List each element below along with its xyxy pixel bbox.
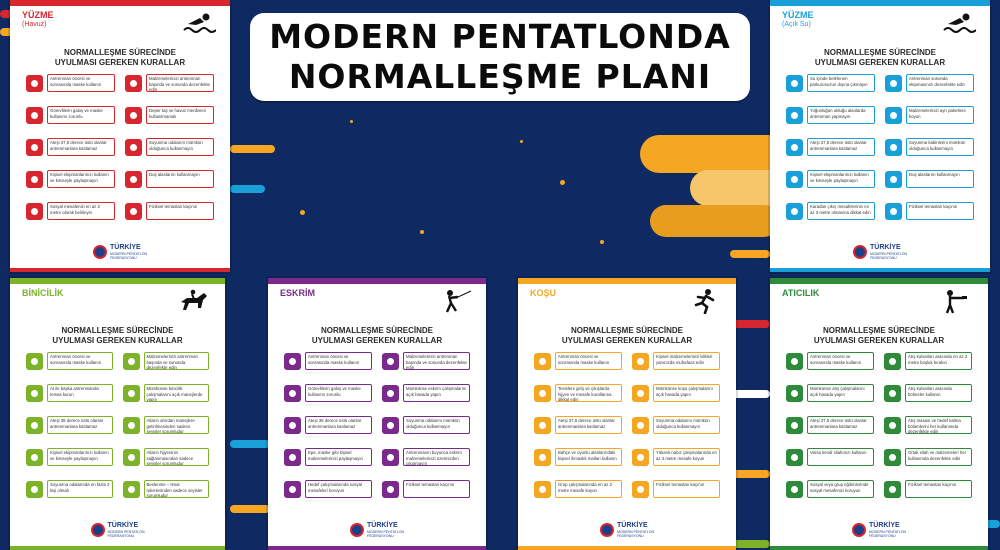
rule-text: Fiziksel temastan kaçının — [653, 480, 720, 498]
federation-emblem-icon — [600, 523, 614, 537]
rule-item — [382, 414, 470, 436]
rule-item — [26, 446, 113, 468]
rule-item — [26, 382, 113, 404]
federation-logo — [852, 522, 906, 538]
rule-icon — [884, 353, 901, 370]
poster-top-bar — [518, 278, 736, 284]
rule-icon — [284, 449, 301, 466]
rule-icon — [382, 449, 399, 466]
poster-heading-line-2: UYULMASI GEREKEN KURALLAR — [52, 336, 183, 345]
rule-text: Hedef çalışmalarında sosyal mesafeleri koruyun — [305, 480, 372, 498]
rule-icon — [884, 449, 901, 466]
rule-text: Ateşi 37,8 derece üstü olanlar antrenmanlara katılamaz — [47, 138, 115, 156]
decor-blob — [650, 205, 780, 237]
rule-text: Grup çalışmalarında en az 2 metre mesafe koyun — [555, 480, 622, 498]
rule-item — [125, 104, 214, 126]
rule-item — [885, 136, 974, 158]
rule-item — [26, 350, 113, 372]
rule-text: Duş alanlarını kullanmayın — [146, 170, 214, 188]
rule-item — [26, 200, 115, 222]
rule-icon — [786, 353, 803, 370]
rule-text: Varsa kendi silahınızı kullanın — [807, 448, 874, 466]
rule-text: Antrenman öncesi ve sonrasında maske kullanın — [305, 352, 372, 370]
rule-text: Beslenme – timar işlemlerinden sadece seyisler sorumludur — [144, 480, 210, 498]
rule-item — [786, 478, 874, 500]
rule-item — [786, 104, 875, 126]
rule-item — [786, 200, 875, 222]
runner-icon — [688, 288, 722, 314]
rule-text: Yoğunluğun olduğu alanlarda antrenman yapmayın — [807, 106, 875, 124]
rule-item — [884, 414, 972, 436]
decor-stripe — [730, 390, 770, 398]
rule-text: Su içinde belirlenen parkurunuzun dışına çıkmayın — [807, 74, 875, 92]
rule-text: Soyunma odalarını mümkün olduğunca kullanmayın — [403, 416, 470, 434]
rule-icon — [125, 171, 142, 188]
rule-icon — [786, 417, 803, 434]
poster-pool — [10, 0, 230, 272]
rule-icon — [26, 75, 43, 92]
poster-heading-line-2: UYULMASI GEREKEN KURALLAR — [561, 336, 693, 345]
rule-icon — [786, 171, 803, 188]
rule-text: Atların ahırdan manejlere getirilmesinden sadece seyisler sorumludur — [144, 416, 210, 434]
rule-icon — [26, 139, 43, 156]
poster-sport-title: ATICILIK — [782, 288, 820, 298]
rule-item — [26, 168, 115, 190]
rule-item — [284, 350, 372, 372]
rule-item — [26, 136, 115, 158]
decor-dot — [350, 120, 353, 123]
rule-icon — [534, 417, 551, 434]
rule-text: Antrenman öncesi ve sonrasında maske kullanın — [47, 74, 115, 92]
rule-item — [632, 414, 720, 436]
poster-bottom-bar — [770, 268, 990, 272]
rule-item — [884, 446, 972, 468]
rule-item — [123, 350, 210, 372]
logo-line-3: FEDERASYONU — [107, 534, 135, 538]
rule-item — [884, 382, 972, 404]
poster-top-bar — [268, 278, 486, 284]
rule-text: Kişisel ekipmanlarınızı kullanın ve kimseyle paylaşmayın — [47, 170, 115, 188]
horse-rider-icon — [177, 288, 211, 314]
rule-text: Kişisel malzemelerinizi kilitleri yanınızda muhafaza edin — [653, 352, 720, 370]
poster-bottom-bar — [770, 546, 988, 550]
poster-heading-line-2: UYULMASI GEREKEN KURALLAR — [814, 58, 946, 67]
decor-stripe — [230, 185, 265, 193]
logo-line-3: FEDERASYONU — [616, 534, 644, 538]
rule-icon — [786, 449, 803, 466]
rule-text: Mümkünse binicilik çalışmalarını açık manejlerde yapın — [144, 384, 210, 402]
rule-item — [632, 350, 720, 372]
rule-icon — [786, 385, 803, 402]
poster-run — [518, 278, 736, 550]
poster-sport-title: BİNİCİLİK — [22, 288, 64, 298]
rule-item — [885, 200, 974, 222]
poster-sport-title: YÜZME — [782, 10, 814, 20]
poster-sport-subtitle: (Havuz) — [22, 21, 47, 28]
rule-icon — [884, 417, 901, 434]
logo-line-2: MODERN PENTATLON — [616, 530, 655, 534]
rule-text: Antrenman öncesi ve sonrasında maske kullanın — [807, 352, 874, 370]
rule-text: Deper taş ve havuz merdiveni kullanılmamalı — [146, 106, 214, 124]
rule-text: Ateşi 37,8 derece üstü olanlar antrenmanlara katılamaz — [807, 416, 874, 434]
rule-icon — [534, 449, 551, 466]
rule-icon — [632, 417, 649, 434]
rule-item — [26, 72, 115, 94]
rule-icon — [284, 417, 301, 434]
rule-text: At ile başka antrenmanda temas kurun — [47, 384, 113, 402]
federation-logo — [350, 522, 404, 538]
federation-emblem-icon — [853, 245, 867, 259]
rule-icon — [885, 171, 902, 188]
rule-text: Bahçe ve oyunlu alanlarındaki kişisel ihmaslık malları kullanın — [555, 448, 622, 466]
rule-text: Sosyal mesafenizi en az 2 metre olarak belirleyin — [47, 202, 115, 220]
decor-stripe — [230, 505, 270, 513]
rule-text: Duş alanlarını kullanmayın — [906, 170, 974, 188]
rule-icon — [26, 107, 43, 124]
poster-bottom-bar — [10, 268, 230, 272]
rule-icon — [26, 449, 43, 466]
rule-icon — [125, 139, 142, 156]
rule-icon — [284, 353, 301, 370]
rule-item — [534, 350, 622, 372]
rule-item — [786, 72, 875, 94]
logo-line-3: FEDERASYONU — [868, 534, 896, 538]
rule-icon — [123, 481, 140, 498]
rule-text: Antrenman öncesi ve sonrasında maske kullanın — [47, 352, 113, 370]
poster-heading-line-2: UYULMASI GEREKEN KURALLAR — [813, 336, 945, 345]
poster-sport-title: KOŞU — [530, 288, 557, 298]
rule-text: Antrenman sonunda ekipmanınızı dezenfekte edin — [906, 74, 974, 92]
rule-text: Ateşi 38 derece üstü olanlar antrenmanlara katılamaz — [47, 416, 113, 434]
logo-line-3: FEDERASYONU — [109, 256, 137, 260]
rule-item — [786, 414, 874, 436]
rule-item — [284, 414, 372, 436]
title-box — [250, 13, 750, 101]
rule-item — [534, 478, 622, 500]
rule-text: Tesislere giriş ve çıkışlarda hijyen ve mesafe kurallarına dikkat edin — [555, 384, 622, 402]
rule-text: Ateşi 38 derece üstü olanlar antrenmanlara katılamaz — [305, 416, 372, 434]
poster-heading-line-2: UYULMASI GEREKEN KURALLAR — [54, 58, 186, 67]
rule-text: Ateşi 37,8 derece üstü olanlar antrenmanlara katılamaz — [555, 416, 622, 434]
logo-line-2: MODERN PENTATLON — [109, 252, 148, 256]
logo-line-1: TÜRKİYE — [868, 522, 900, 529]
poster-heading — [10, 48, 230, 68]
rule-icon — [786, 75, 803, 92]
rule-icon — [885, 203, 902, 220]
rule-icon — [284, 385, 301, 402]
logo-line-2: MODERN PENTATLON — [868, 530, 907, 534]
poster-heading — [770, 326, 988, 346]
rule-item — [123, 382, 210, 404]
rule-item — [123, 478, 210, 500]
title-line-2: NORMALLEŞME PLANI — [288, 57, 712, 96]
logo-line-2: MODERN PENTATLON — [366, 530, 405, 534]
poster-shoot — [770, 278, 988, 550]
swimmer-icon — [942, 10, 976, 36]
rule-icon — [123, 385, 140, 402]
federation-logo — [853, 244, 907, 260]
rule-item — [125, 168, 214, 190]
rule-text: Malzemelerinizi antrenman başında ve sonunda dezenfekte edin — [403, 352, 470, 370]
rule-item — [885, 104, 974, 126]
federation-logo — [600, 522, 654, 538]
rules-grid — [786, 72, 974, 222]
poster-heading — [10, 326, 225, 346]
poster-bottom-bar — [518, 546, 736, 550]
poster-heading-line-1: NORMALLEŞME SÜRECİNDE — [570, 326, 683, 335]
rule-icon — [123, 417, 140, 434]
rule-text: Mümkünse atış çalışmalarını açık havada yapın — [807, 384, 874, 402]
rule-text: Sosyal veya grup eğitimlerinde sosyal mesafenizi koruyun — [807, 480, 874, 498]
rule-item — [382, 382, 470, 404]
rule-icon — [26, 203, 43, 220]
logo-line-1: TÜRKİYE — [869, 244, 901, 251]
poster-bottom-bar — [10, 546, 225, 550]
rule-text: Görevlilerin galoş ve maske kullanımı zorunlu — [47, 106, 115, 124]
decor-dot — [420, 230, 424, 234]
rule-item — [885, 168, 974, 190]
federation-emblem-icon — [90, 523, 104, 537]
federation-logo — [90, 522, 144, 538]
rule-text: Atış masası ve hedef kalma bölümlerini her kullanımda dezenfekte edin — [905, 416, 972, 434]
rule-icon — [534, 385, 551, 402]
rule-text: Fiziksel temastan kaçının — [905, 480, 972, 498]
swimmer-icon — [182, 10, 216, 36]
rule-text: Soyunma odalarında en fazla 2 kişi olmalı — [47, 480, 113, 498]
rule-item — [786, 350, 874, 372]
rule-text: Malzemelerinizi ayrı paketlere koyun — [906, 106, 974, 124]
rule-item — [884, 350, 972, 372]
rule-item — [534, 414, 622, 436]
rule-item — [534, 446, 622, 468]
rule-icon — [786, 481, 803, 498]
rule-text: Görevlilerin galoş ve maske kullanımı zorunlu — [305, 384, 372, 402]
decor-stripe — [730, 470, 770, 478]
rule-icon — [26, 417, 43, 434]
rule-item — [382, 350, 470, 372]
rules-grid — [534, 350, 720, 500]
rule-item — [26, 414, 113, 436]
rule-icon — [632, 481, 649, 498]
rule-icon — [26, 171, 43, 188]
federation-logo — [93, 244, 147, 260]
rule-icon — [884, 385, 901, 402]
rule-item — [786, 382, 874, 404]
fencer-icon — [438, 288, 472, 314]
rule-text: Antrenmanın boyunca eskrim malzemelerinizi üzerinizden çıkarmayın — [403, 448, 470, 466]
rule-icon — [382, 481, 399, 498]
poster-heading-line-1: NORMALLEŞME SÜRECİNDE — [822, 326, 935, 335]
rule-item — [26, 478, 113, 500]
rule-text: Malzemelerinizi antrenman başında ve sonunda dezenfekte edin — [146, 74, 214, 92]
logo-line-1: TÜRKİYE — [107, 522, 139, 529]
federation-emblem-icon — [93, 245, 107, 259]
logo-line-3: FEDERASYONU — [366, 534, 394, 538]
rule-icon — [632, 449, 649, 466]
rule-item — [382, 446, 470, 468]
rule-icon — [632, 385, 649, 402]
rule-icon — [123, 449, 140, 466]
rule-item — [786, 168, 875, 190]
rule-icon — [885, 139, 902, 156]
decor-stripe — [230, 440, 270, 448]
rule-text: Fiziksel temastan kaçının — [906, 202, 974, 220]
rule-item — [284, 382, 372, 404]
rule-text: Karadan çıkış mesafelerinin en az 3 metre olmasına dikkat edin — [807, 202, 875, 220]
poster-bottom-bar — [268, 546, 486, 550]
rule-item — [786, 446, 874, 468]
rule-item — [632, 478, 720, 500]
rule-item — [884, 478, 972, 500]
rule-text: Mümkünse koşu çalışmalarını açık havada yapın — [653, 384, 720, 402]
poster-sport-title: YÜZME — [22, 10, 54, 20]
rule-icon — [284, 481, 301, 498]
rule-text: Atış kulvarları arasında en az 2 metre boşluk bırakın — [905, 352, 972, 370]
decor-dot — [600, 240, 604, 244]
decor-dot — [300, 210, 305, 215]
rule-item — [786, 136, 875, 158]
rule-text: Soyunma odalarını mümkün olduğunca kullanmayın — [653, 416, 720, 434]
poster-heading — [770, 48, 990, 68]
decor-stripe — [730, 540, 770, 548]
rule-icon — [26, 481, 43, 498]
rule-text: Fiziksel temastan kaçının — [146, 202, 214, 220]
rule-icon — [125, 203, 142, 220]
rule-icon — [382, 417, 399, 434]
poster-heading — [518, 326, 736, 346]
decor-stripe — [730, 250, 770, 258]
rule-item — [26, 104, 115, 126]
rule-item — [284, 478, 372, 500]
rule-text: Kişisel ekipmanlarınızı kullanın ve kimseyle paylaşmayın — [47, 448, 113, 466]
rule-icon — [885, 107, 902, 124]
poster-fence — [268, 278, 486, 550]
rule-text: Atış kulvarları arasında bölmeler kullanın — [905, 384, 972, 402]
poster-heading-line-2: UYULMASI GEREKEN KURALLAR — [311, 336, 443, 345]
rule-item — [632, 382, 720, 404]
rule-icon — [26, 353, 43, 370]
rule-item — [885, 72, 974, 94]
poster-open — [770, 0, 990, 272]
rule-icon — [885, 75, 902, 92]
rule-icon — [125, 75, 142, 92]
rules-grid — [26, 72, 214, 222]
rules-grid — [284, 350, 470, 500]
rules-grid — [786, 350, 972, 500]
rule-text: Fiziksel temastan kaçının — [403, 480, 470, 498]
logo-line-2: MODERN PENTATLON — [107, 530, 145, 534]
rule-icon — [382, 353, 399, 370]
rule-text: Soyunma odalarını mümkün olduğunca kullanmayın — [146, 138, 214, 156]
rule-icon — [123, 353, 140, 370]
title-line-1: MODERN PENTATLONDA — [269, 17, 731, 56]
rule-text: Kişisel ekipmanlarınızı kullanın ve kimseyle paylaşmayın — [807, 170, 875, 188]
poster-heading-line-1: NORMALLEŞME SÜRECİNDE — [320, 326, 433, 335]
rule-icon — [534, 481, 551, 498]
rule-item — [123, 414, 210, 436]
rule-text: Yüksek nabız çalışmalarında en az 3 metre mesafe koyun — [653, 448, 720, 466]
rule-icon — [786, 107, 803, 124]
rule-icon — [26, 385, 43, 402]
rule-item — [123, 446, 210, 468]
rule-item — [632, 446, 720, 468]
decor-stripe — [730, 320, 770, 328]
rule-text: Mümkünse eskrim çalışmalarını açık havada yapın — [403, 384, 470, 402]
rule-text: Soyunma kabinlerini mümkün olduğunca kullanmayın — [906, 138, 974, 156]
rule-icon — [786, 203, 803, 220]
rule-text: Antrenman öncesi ve sonrasında maske kullanın — [555, 352, 622, 370]
poster-heading-line-1: NORMALLEŞME SÜRECİNDE — [823, 48, 936, 57]
poster-top-bar — [770, 278, 988, 284]
logo-line-3: FEDERASYONU — [869, 256, 897, 260]
decor-dot — [560, 180, 565, 185]
federation-emblem-icon — [350, 523, 364, 537]
rule-icon — [786, 139, 803, 156]
federation-emblem-icon — [852, 523, 866, 537]
decor-stripe — [230, 145, 275, 153]
poster-top-bar — [770, 0, 990, 6]
rule-item — [125, 200, 214, 222]
rule-icon — [632, 353, 649, 370]
poster-sport-title: ESKRİM — [280, 288, 316, 298]
logo-line-1: TÜRKİYE — [616, 522, 648, 529]
rule-icon — [884, 481, 901, 498]
rule-icon — [534, 353, 551, 370]
poster-heading — [268, 326, 486, 346]
logo-line-1: TÜRKİYE — [109, 244, 141, 251]
poster-top-bar — [10, 0, 230, 6]
rule-icon — [125, 107, 142, 124]
logo-line-1: TÜRKİYE — [366, 522, 398, 529]
rule-text: Ortak silah ve malzemeleri her kullanımda dezenfekte edin — [905, 448, 972, 466]
logo-line-2: MODERN PENTATLON — [869, 252, 908, 256]
rule-text: Atların hijyeninin sağlanmasından sadece seyisler sorumludur — [144, 448, 210, 466]
rule-icon — [382, 385, 399, 402]
rule-item — [125, 72, 214, 94]
rule-text: Malzemelerinizi antrenman başında ve sonunda dezenfekte edin — [144, 352, 210, 370]
rule-item — [125, 136, 214, 158]
shooter-icon — [940, 288, 974, 314]
rule-item — [284, 446, 372, 468]
poster-heading-line-1: NORMALLEŞME SÜRECİNDE — [61, 326, 174, 335]
rule-text: Epe, maske gibi kişisel malzemelerinizi paylaşmayın — [305, 448, 372, 466]
rule-text: Ateşi 37,8 derece üstü olanlar antrenmanlara katılamaz — [807, 138, 875, 156]
rule-item — [382, 478, 470, 500]
rule-item — [534, 382, 622, 404]
poster-heading-line-1: NORMALLEŞME SÜRECİNDE — [63, 48, 176, 57]
poster-top-bar — [10, 278, 225, 284]
decor-blob — [640, 135, 790, 173]
poster-sport-subtitle: (Açık Su) — [782, 21, 811, 28]
rules-grid — [26, 350, 209, 500]
poster-ride — [10, 278, 225, 550]
decor-dot — [520, 140, 523, 143]
